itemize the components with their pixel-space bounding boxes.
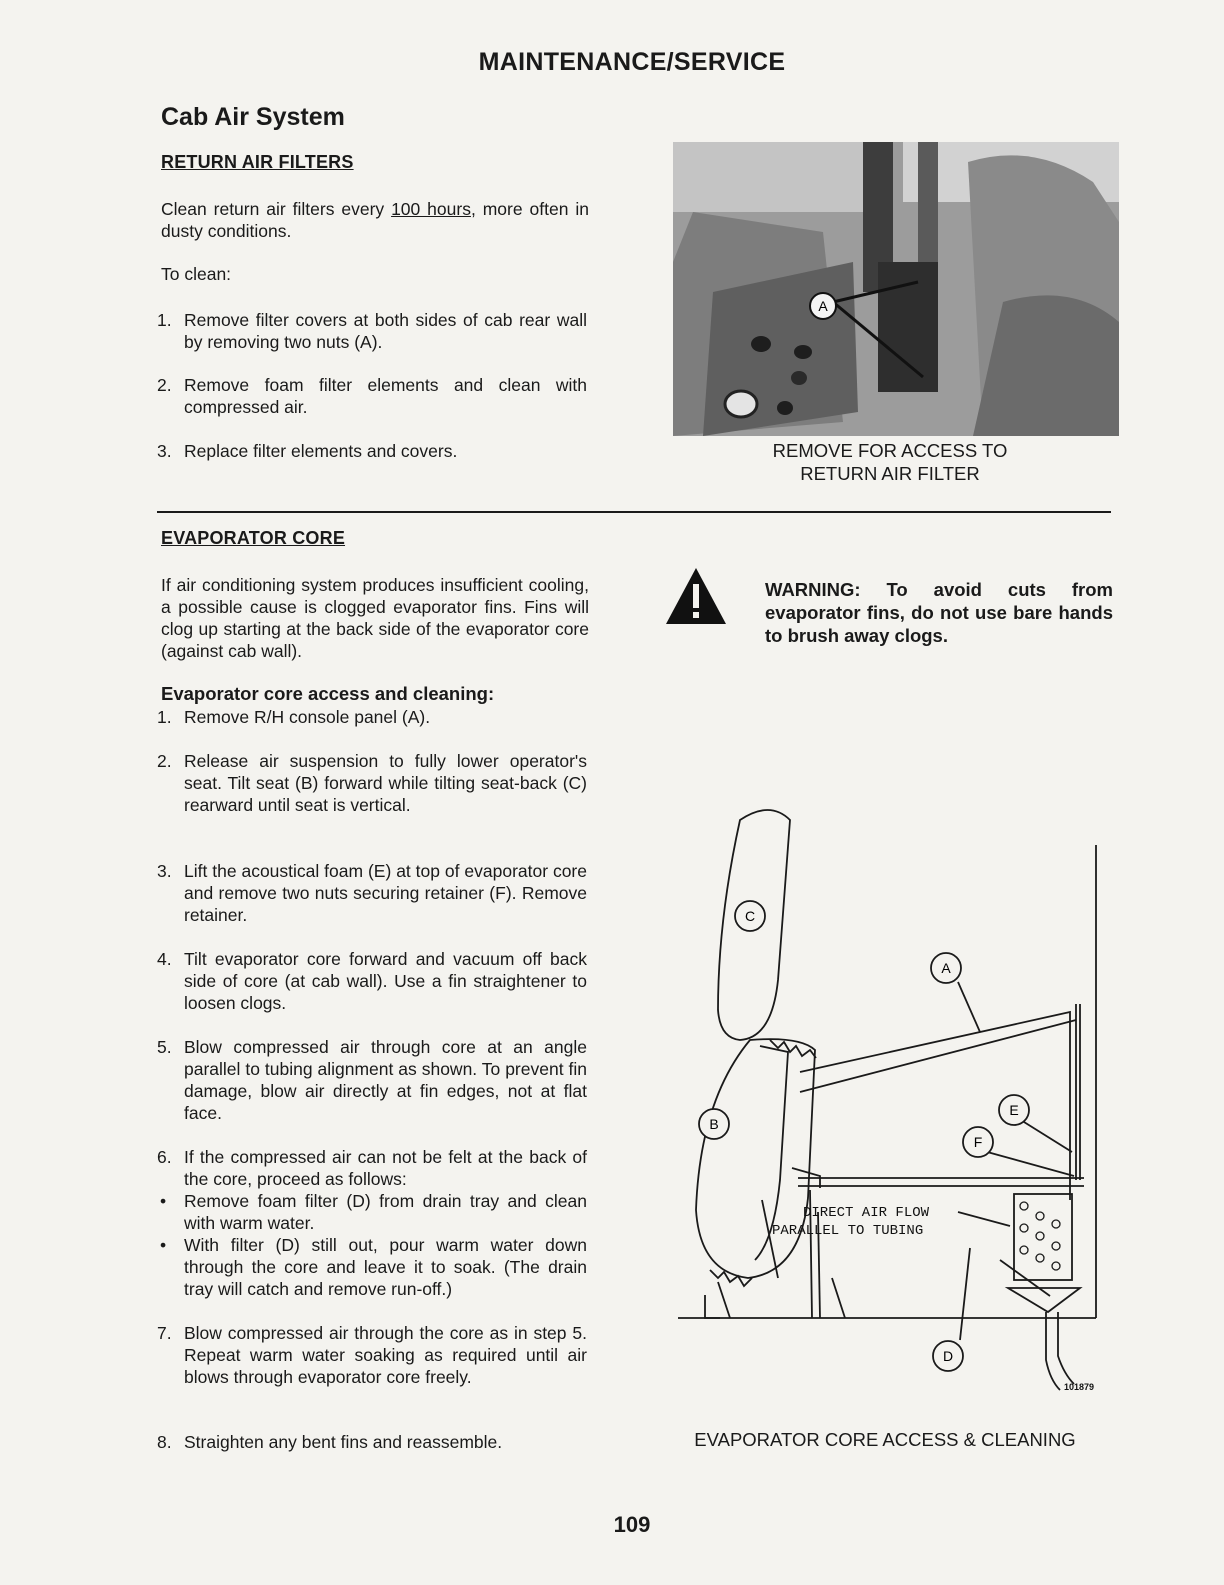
step-text: Replace filter elements and covers.: [184, 441, 458, 461]
step-number: 6.: [157, 1147, 172, 1167]
step-number: 7.: [157, 1323, 172, 1343]
pointer-line-d: [960, 1248, 970, 1340]
return-air-filter-photo: [673, 142, 1119, 436]
return-air-heading: RETURN AIR FILTERS: [161, 152, 354, 172]
step-text: If the compressed air can not be felt at the back of the core, proceed as follows:: [184, 1147, 587, 1189]
callout-label: E: [1009, 1102, 1019, 1118]
seat-cushion-outline: [696, 1039, 815, 1278]
step-text: Blow compressed air through core at an angle parallel to tubing alignment as shown. To prevent fin damage, blow air directly at fin edges, not at flat face.: [184, 1037, 587, 1123]
evaporator-diagram: [660, 800, 1120, 1400]
photo-knob: [791, 371, 807, 385]
page-header: MAINTENANCE/SERVICE: [478, 48, 786, 76]
note-pointer: [958, 1212, 1010, 1226]
note-pointer: [1000, 1260, 1050, 1296]
intro-pre: Clean return air filters every: [161, 199, 392, 219]
pointer-line-a: [958, 982, 980, 1032]
callout-label: C: [744, 908, 756, 924]
callout-label: A: [941, 960, 951, 976]
step-text: Lift the acoustical foam (E) at top of evaporator core and remove two nuts securing retainer (F). Remove retainer.: [184, 861, 587, 925]
step-text: Blow compressed air through the core as in step 5. Repeat warm water soaking as required until air blows through evaporator core freely.: [184, 1323, 587, 1387]
step-number: 1.: [157, 707, 172, 727]
photo-knob: [777, 401, 793, 415]
callout-e: [999, 1095, 1029, 1125]
step-text: Release air suspension to fully lower operator's seat. Tilt seat (B) forward while tilting seat-back (C) rearward until seat is vertical.: [184, 751, 587, 815]
diagram-caption: EVAPORATOR CORE ACCESS & CLEANING: [694, 1429, 1076, 1450]
caption-line: REMOVE FOR ACCESS TO: [772, 440, 1008, 461]
step-number: 1.: [157, 310, 172, 330]
step-number: 3.: [157, 441, 172, 461]
bullet-text: With filter (D) still out, pour warm water down through the core and leave it to soak. (The drain tray will catch and remove run-off.): [184, 1235, 587, 1299]
step-number: 5.: [157, 1037, 172, 1057]
callout-c: [735, 901, 765, 931]
callout-label: D: [942, 1348, 954, 1364]
bullet-dot: •: [160, 1235, 167, 1255]
caption-line: RETURN AIR FILTER: [800, 463, 980, 484]
figure-number: 101879: [1064, 1382, 1095, 1392]
callout-f: [963, 1127, 993, 1157]
page-number: 109: [613, 1512, 651, 1537]
callout-label: B: [709, 1116, 719, 1132]
pointer-line-e: [1024, 1122, 1072, 1152]
evaporator-intro: If air conditioning system produces insufficient cooling, a possible cause is clogged evaporator fins. Fins will clog up starting at the back side of the evaporator core (against cab wall).: [161, 575, 589, 661]
front-bracket: [705, 1295, 720, 1318]
drain-hose: [1058, 1312, 1074, 1384]
photo-knob: [751, 336, 771, 352]
evaporator-core-box: [1014, 1194, 1072, 1280]
step-number: 8.: [157, 1432, 172, 1452]
warning-text: WARNING: To avoid cuts from evaporator fins, do not use bare hands to brush away clogs.: [765, 579, 1113, 646]
intro-post: , more often in dusty conditions.: [161, 199, 589, 241]
callout-d: [933, 1341, 963, 1371]
photo-sky-area: [673, 142, 873, 212]
console-panel-edge: [800, 1020, 1076, 1092]
section-title: Cab Air System: [161, 103, 345, 131]
console-panel-outline: [800, 1012, 1070, 1200]
step-text: Remove filter covers at both sides of cab rear wall by removing two nuts (A).: [184, 310, 587, 352]
photo-cover-panel: [878, 262, 938, 392]
to-clean-label: To clean:: [161, 264, 232, 284]
photo-callout-a: A: [818, 298, 828, 314]
airflow-note-line2: PARALLEL TO TUBING: [772, 1223, 924, 1239]
step-text: Tilt evaporator core forward and vacuum off back side of core (at cab wall). Use a fin straightener to loosen clogs.: [184, 949, 587, 1013]
photo-knob: [794, 345, 812, 359]
step-number: 3.: [157, 861, 172, 881]
bullet-text: Remove foam filter (D) from drain tray and clean with warm water.: [184, 1191, 587, 1233]
pointer-line-f: [980, 1150, 1074, 1176]
photo-post-2: [918, 142, 938, 272]
section-divider: [157, 511, 1111, 513]
warning-exclamation-dot: [693, 612, 699, 618]
warning-icon: [664, 566, 728, 626]
airflow-note-line1: DIRECT AIR FLOW: [803, 1205, 930, 1221]
photo-round-button: [725, 391, 757, 417]
service-interval: 100 hours: [391, 199, 471, 219]
step-number: 2.: [157, 375, 172, 395]
bullet-dot: •: [160, 1191, 167, 1211]
callout-label: F: [973, 1134, 983, 1150]
step-text: Remove foam filter elements and clean with compressed air.: [184, 375, 587, 417]
front-bracket-leg: [718, 1282, 730, 1318]
warning-exclamation: [693, 584, 699, 608]
step-text: Remove R/H console panel (A).: [184, 707, 431, 727]
step-number: 4.: [157, 949, 172, 969]
callout-a: [931, 953, 961, 983]
access-cleaning-subheading: Evaporator core access and cleaning:: [161, 683, 495, 704]
step-text: Straighten any bent fins and reassemble.: [184, 1432, 503, 1452]
return-air-intro: [161, 198, 589, 242]
pointer-line: [832, 1278, 845, 1318]
evaporator-heading: EVAPORATOR CORE: [161, 528, 346, 548]
tubing-circles: [1020, 1202, 1060, 1270]
step-number: 2.: [157, 751, 172, 771]
photo-caption: [735, 439, 1045, 485]
callout-b: [699, 1109, 729, 1139]
